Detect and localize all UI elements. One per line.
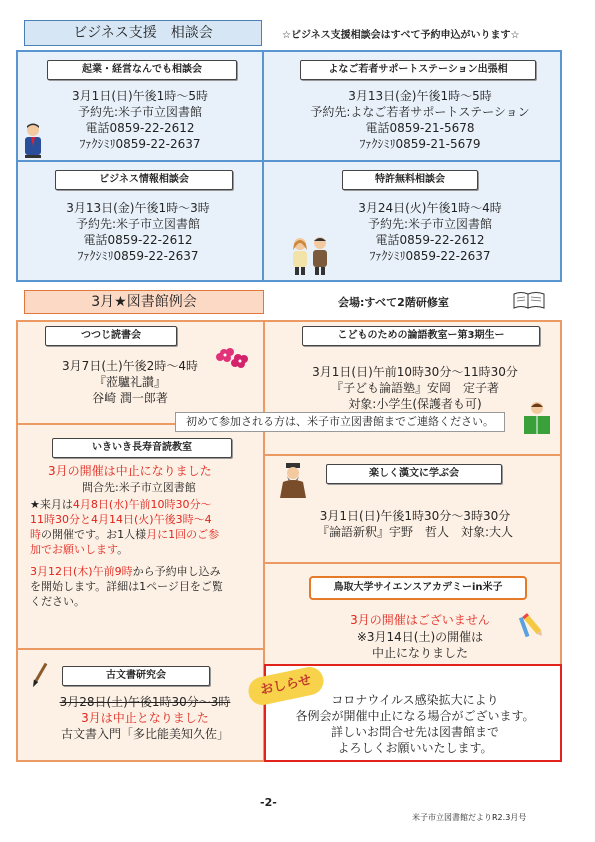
oshirase-line: コロナウイルス感染拡大により [331, 693, 499, 707]
komonjo-cancel: 3月は中止となりました [81, 711, 209, 725]
books-icon [512, 290, 546, 312]
event-book: 『子ども論語塾』安岡 定子著 [330, 381, 499, 395]
block-title-patent: 特許無料相談会 [342, 170, 478, 190]
event-title-komonjo: 古文書研究会 [62, 666, 210, 686]
block-line: 電話0859-22-2612 [375, 233, 485, 247]
ikiiki-paragraph-2 [30, 564, 260, 609]
divider [263, 454, 562, 456]
block-date: 3月13日(金)午後1時～3時 [66, 201, 210, 215]
businessman-icon [20, 122, 46, 158]
issue-label: 米子市立図書館だよりR2.3月号 [412, 813, 527, 822]
event-title-tsutsuji: つつじ読書会 [45, 326, 177, 346]
ikiiki-date-red: 時 [30, 528, 41, 541]
brush-icon [30, 660, 50, 690]
business-note: ☆ビジネス支援相談会はすべて予約申込がいります☆ [282, 30, 520, 41]
event-book: 『蒞驢礼讃』 [93, 375, 166, 389]
science-line: ※3月14日(土)の開催は [356, 630, 484, 644]
business-header: ビジネス支援 相談会 [24, 20, 262, 46]
block-line: 予約先:よなご若者サポートステーション [310, 105, 530, 119]
azalea-flower-icon [214, 344, 250, 372]
events-header: 3月★図書館例会 [24, 290, 264, 314]
ikiiki-red: 月に1回のご参 [146, 528, 220, 541]
komonjo-book: 古文書入門「多比能美知久佐」 [60, 727, 229, 741]
child-reading-icon [520, 400, 554, 436]
block-line: ﾌｧｸｼﾐﾘ0859-22-2637 [79, 137, 201, 151]
event-date: 3月7日(土)午後2時～4時 [62, 359, 198, 373]
event-title-kanbun: 楽しく漢文に学ぶ会 [326, 464, 502, 484]
event-target: 対象:小学生(保護者も可) [348, 397, 482, 411]
block-line: ﾌｧｸｼﾐﾘ0859-22-2637 [77, 249, 199, 263]
oshirase-line: よろしくお願いいたします。 [337, 741, 493, 755]
ikiiki-text: ★来月は [30, 498, 73, 511]
block-line: 電話0859-22-2612 [85, 121, 195, 135]
divider [262, 50, 264, 282]
business-people-icon [286, 236, 334, 276]
divider [16, 648, 264, 650]
block-line: 電話0859-22-2612 [83, 233, 193, 247]
block-line: ﾌｧｸｼﾐﾘ0859-22-2637 [369, 249, 491, 263]
ikiiki-cancel: 3月の開催は中止になりました [48, 464, 212, 478]
divider [16, 160, 562, 162]
event-title-science: 鳥取大学サイエンスアカデミーin米子 [309, 576, 527, 600]
event-title-ikiiki: いきいき長寿音読教室 [52, 438, 232, 458]
ikiiki-paragraph-1 [30, 497, 260, 557]
confucius-icon [276, 462, 310, 498]
science-line: 中止になりました [371, 646, 468, 660]
oshirase-label: おしらせ [246, 664, 326, 707]
komonjo-strike-date: 3月28日(土)午後1時30分～3時 [59, 695, 231, 709]
block-line: 予約先:米子市立図書館 [77, 105, 203, 119]
block-date: 3月24日(火)午後1時～4時 [358, 201, 502, 215]
ikiiki-text: の開催です。お1人様 [41, 528, 147, 541]
ikiiki-red: 3月12日(木)午前9時 [30, 565, 133, 578]
event-book: 『論語新釈』宇野 哲人 対象:大人 [316, 525, 514, 539]
divider [263, 562, 562, 564]
event-date: 3月1日(日)午前10時30分～11時30分 [312, 365, 518, 379]
event-date: 3月1日(日)午後1時30分～3時30分 [319, 509, 511, 523]
block-line: 電話0859-21-5678 [365, 121, 475, 135]
ikiiki-text: ください。 [30, 595, 85, 608]
block-title-business-info: ビジネス情報相談会 [55, 170, 233, 190]
block-line: ﾌｧｸｼﾐﾘ0859-21-5679 [359, 137, 481, 151]
block-date: 3月13日(金)午後1時～5時 [348, 89, 492, 103]
page-number: -2- [260, 796, 277, 809]
ikiiki-date-red: 11時30分と4月14日(火)午後3時～4 [30, 513, 212, 526]
ikiiki-date-red: 4月8日(水)午前10時30分～ [72, 498, 212, 511]
science-cancel: 3月の開催はございません [350, 613, 490, 627]
block-date: 3月1日(日)午後1時～5時 [72, 89, 208, 103]
block-title-wakamono: よなご若者サポートステーション出張相 [300, 60, 536, 80]
event-title-kodomo: こどものための論語教室ー第3期生ー [302, 326, 540, 346]
ikiiki-red: 加でお願いします [30, 543, 118, 556]
block-line: 予約先:米子市立図書館 [75, 217, 201, 231]
ikiiki-text: を開始します。詳細は1ページ目をご覧 [30, 580, 223, 593]
events-venue: 会場:すべて2階研修室 [338, 296, 449, 309]
ikiiki-contact: 問合先:米子市立図書館 [82, 481, 196, 494]
ikiiki-text: から予約申し込み [132, 565, 221, 578]
oshirase-line: 詳しいお問合せ先は図書館まで [330, 725, 499, 739]
oshirase-line: 各例会が開催中止になる場合がございます。 [295, 709, 535, 723]
event-author: 谷崎 潤一郎著 [92, 391, 168, 405]
first-time-notice: 初めて参加される方は、米子市立図書館までご連絡ください。 [175, 412, 505, 432]
ikiiki-text: 。 [117, 543, 129, 556]
block-line: 予約先:米子市立図書館 [367, 217, 493, 231]
block-title-kigyo: 起業・経営なんでも相談会 [47, 60, 237, 80]
